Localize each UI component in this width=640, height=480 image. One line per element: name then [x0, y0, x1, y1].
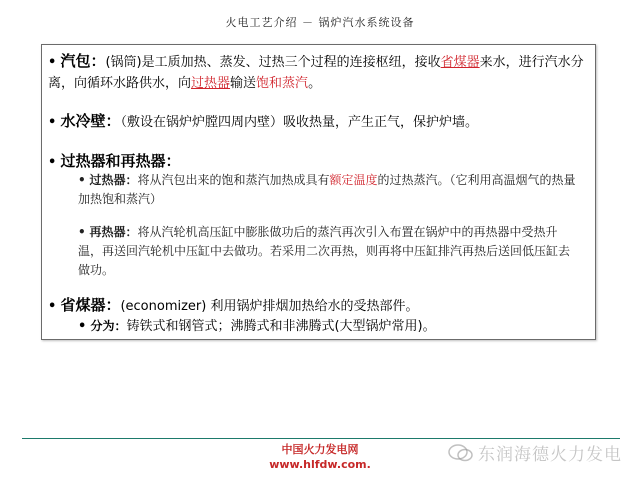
economizer-paragraph — [48, 295, 589, 317]
types-text: 铸铁式和钢管式；沸腾式和非沸腾式(大型锅炉常用)。 — [126, 319, 436, 334]
economizer-text: (economizer) 利用锅炉排烟加热给水的受热部件。 — [120, 299, 419, 314]
drum-paragraph — [48, 51, 589, 94]
bullet: • — [48, 55, 57, 70]
bullet: • — [48, 299, 57, 314]
bullet: • — [48, 115, 57, 130]
reheater-term: 再热器： — [89, 225, 138, 239]
economizer-term: 省煤器： — [60, 296, 121, 314]
reheater-text: 将从汽轮机高压缸中膨胀做功后的蒸汽再次引入布置在锅炉中的再热器中受热升温，再送回汽轮机中压缸中去做功。若采用二次再热，则再将中压缸排汽再热后送回低压缸去做功。 — [78, 225, 571, 277]
page-header-title: 火电工艺介绍 － 锅炉汽水系统设备 — [225, 16, 415, 29]
drum-text-2: 来水，进行汽水分离，向循环水路供水，向 — [48, 55, 584, 91]
bullet: • — [78, 319, 87, 334]
superheater-paragraph — [78, 171, 581, 209]
waterwall-term: 水冷壁： — [60, 112, 121, 130]
saturated-steam-highlight: 饱和蒸汽 — [256, 76, 309, 91]
reheater-paragraph — [78, 223, 581, 280]
waterwall-paragraph — [48, 111, 589, 133]
bullet: • — [78, 225, 86, 239]
superheater-text-2: 的过热蒸汽。（它利用高温烟气的热量加热饱和蒸汽） — [78, 173, 576, 206]
superheater-text-1: 将从汽包出来的饱和蒸汽加热成具有 — [137, 173, 330, 187]
superheater-link: 过热器 — [191, 76, 231, 91]
watermark-text: 东润海德火力发电 — [478, 445, 622, 465]
drum-term: 汽包： — [60, 52, 106, 70]
drum-text-3: 输送 — [230, 76, 257, 91]
footer-divider — [22, 438, 620, 439]
economizer-link: 省煤器 — [440, 55, 480, 70]
waterwall-text: （敷设在锅炉炉膛四周内壁）吸收热量，产生正气，保护炉墙。 — [120, 115, 478, 130]
watermark — [448, 440, 622, 465]
heaters-term: 过热器和再热器： — [60, 152, 181, 170]
types-term: 分为： — [90, 319, 127, 333]
heaters-heading — [48, 151, 589, 173]
chat-bubble-icon — [448, 443, 474, 463]
footer-site-name: 中国火力发电网 — [281, 443, 359, 456]
bullet: • — [78, 173, 86, 187]
drum-text-4: 。 — [308, 76, 322, 91]
bullet: • — [48, 155, 57, 170]
drum-text-1: (锅筒)是工质加热、蒸发、过热三个过程的连接枢纽，接收 — [105, 55, 441, 70]
types-paragraph — [78, 316, 589, 337]
content-box — [41, 44, 596, 340]
footer-url: www.hlfdw.com. — [269, 458, 371, 471]
superheater-term: 过热器： — [89, 173, 138, 187]
rated-temperature-highlight: 额定温度 — [329, 173, 378, 187]
